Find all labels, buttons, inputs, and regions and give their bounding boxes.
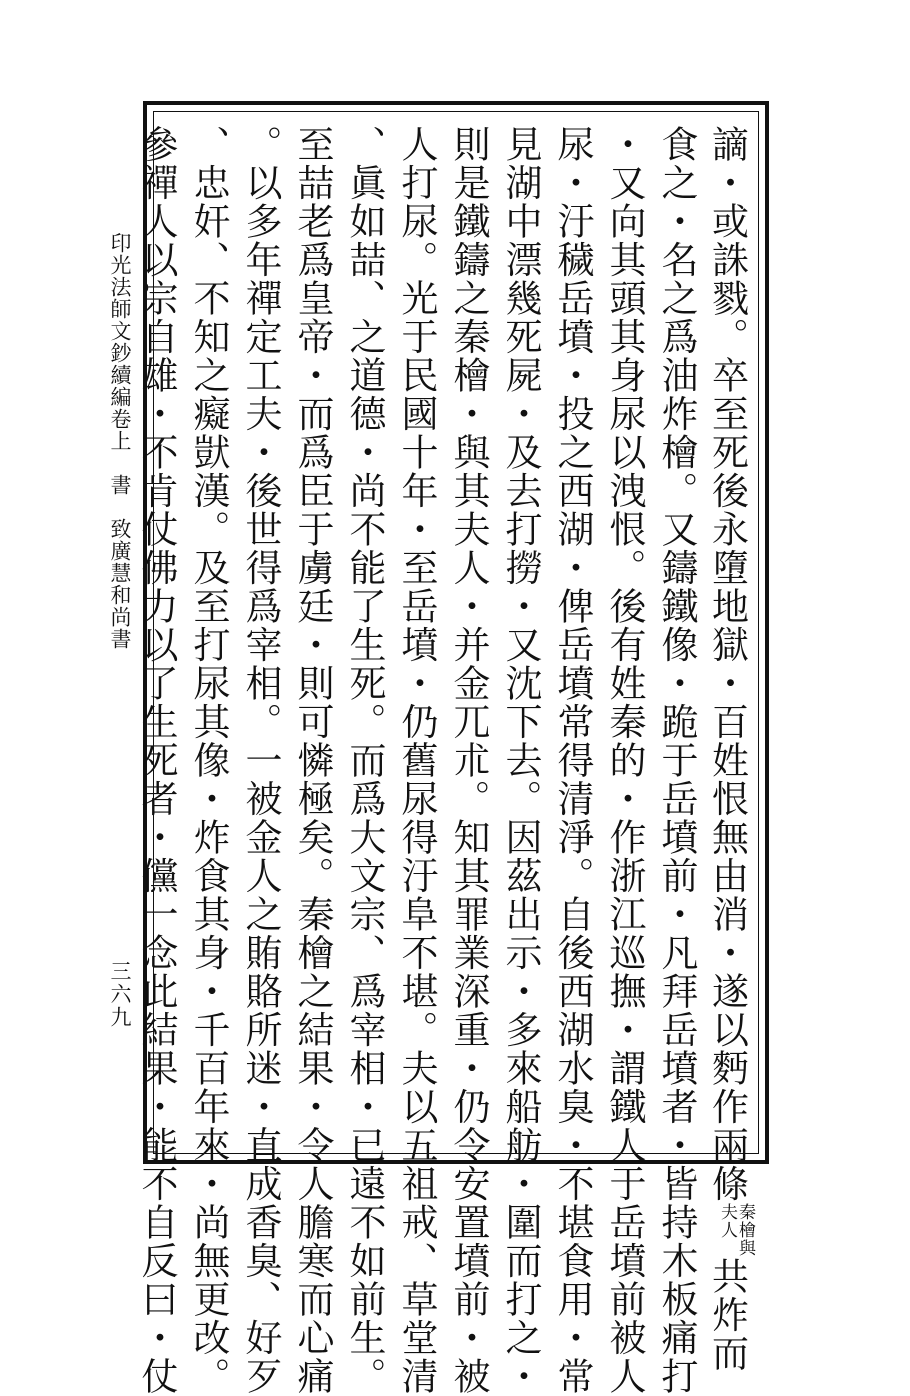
text-column-3: ・又向其頭其身尿以洩恨。後有姓秦的・作浙江巡撫・謂鐵人于岳墳前被人 (603, 125, 646, 1396)
body-text (135, 125, 755, 1396)
header-book-title: 印光法師文鈔續編卷上 (108, 232, 132, 452)
text-column-8: 、眞如喆、之道德・尚不能了生死。而爲大文宗、爲宰相・已遠不如前生。 (343, 125, 386, 1396)
text-column-12: 參禪人以宗自雄・不肯仗佛力以了生死者・儻一念此結果・能不自反曰・仗 (135, 125, 178, 1396)
text-column-9: 至喆老爲皇帝・而爲臣于虜廷・則可憐極矣。秦檜之結果・令人膽寒而心痛 (291, 125, 334, 1396)
text-column-2: 食之・名之爲油炸檜。又鑄鐵像・跪于岳墳前・凡拜岳墳者・皆持木板痛打 (655, 125, 698, 1396)
inline-note-line-1: 秦檜與 (735, 1203, 755, 1257)
text-column-6: 則是鐵鑄之秦檜・與其夫人・并金兀朮。知其罪業深重・仍令安置墳前・被 (447, 125, 490, 1396)
column-1-text-after: 共炸而 (705, 1257, 749, 1373)
text-column-5: 見湖中漂幾死屍・及去打撈・又沈下去。因茲出示・多來船舫・圍而打之・ (499, 125, 542, 1396)
header-letter-title: 致廣慧和尚書 (108, 518, 132, 650)
text-column-4: 尿・汙穢岳墳・投之西湖・俾岳墳常得清淨。自後西湖水臭・不堪食用・常 (551, 125, 594, 1396)
text-column-11: 、忠奸、不知之癡獃漢。及至打尿其像・炸食其身・千百年來・尚無更改。 (187, 125, 230, 1396)
column-1-text: 謫・或誅戮。卒至死後永墮地獄・百姓恨無由消・遂以麪作兩條 (705, 125, 749, 1203)
inline-note (718, 1203, 754, 1257)
page-number: 三六九 (108, 960, 132, 1029)
text-column-10: 。以多年禪定工夫・後世得爲宰相。一被金人之賄賂所迷・直成香臭、好歹 (239, 125, 282, 1396)
inline-note-line-2: 夫人 (717, 1203, 737, 1239)
header-section: 書 (108, 474, 132, 496)
text-column-7: 人打尿。光于民國十年・至岳墳・仍舊尿得汙阜不堪。夫以五祖戒、草堂清 (395, 125, 438, 1396)
text-column-1 (702, 125, 755, 1373)
